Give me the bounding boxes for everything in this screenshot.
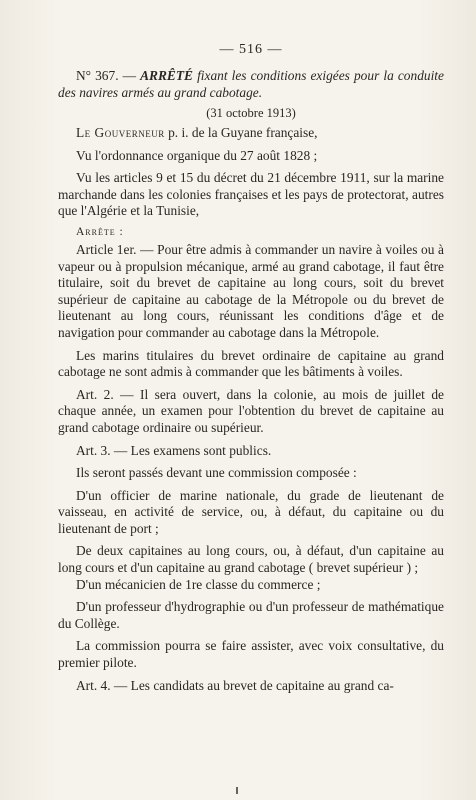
article-4: Art. 4. — Les candidats au brevet de capitaine au grand ca- xyxy=(76,677,394,693)
vu-articles: Vu les articles 9 et 15 du décret du 21 décembre 1911, sur la marine marchande dans les colonies françaises et les pays de protectorat, autres que l'Algérie et la Tunisie, xyxy=(58,170,444,219)
gouverneur-label: Le Gouverneur xyxy=(76,125,165,140)
arrete-label: Arrête : xyxy=(76,225,124,238)
article-3: Art. 3. — Les examens sont publics. xyxy=(76,442,272,458)
commission-pilot-clause: La commission pourra se faire assister, avec voix consultative, du premier pilote. xyxy=(58,638,444,671)
decree-date: (31 octobre 1913) xyxy=(206,106,296,120)
gouverneur-rest: p. i. de la Guyane française, xyxy=(168,125,318,140)
vu-ordonnance: Vu l'ordonnance organique du 27 août 1828 ; xyxy=(76,147,318,163)
article-1: Article 1er. — Pour être admis à commander un navire à voiles ou à vapeur ou à propulsion mécanique, armé au grand cabotage, il faut être titulaire, soit du brevet de capitaine au long cours, soit du brevet supérieur de capitaine au cabotage de la Métropole ou du brevet de lieutenant au long cours, réunissant les conditions d'âge et de navigation pour commander au cabotage dans la Métropole. xyxy=(58,241,444,340)
article-3-composition: Ils seront passés devant une commission composée : xyxy=(76,465,357,481)
page-number: — 516 — xyxy=(219,42,283,57)
commission-member-officer: D'un officier de marine nationale, du grade de lieutenant de vaisseau, en activité de service, ou, à défaut, du capitaine ou du lieutenant de port ; xyxy=(58,487,444,536)
decree-number: N° 367. — xyxy=(76,68,137,83)
commission-member-captains: De deux capitaines au long cours, ou, à défaut, d'un capitaine au long cours et d'un capitaine au grand cabotage ( brevet supérieur ) ; xyxy=(58,543,444,576)
commission-member-mechanic: D'un mécanicien de 1re classe du commerce ; xyxy=(76,576,321,592)
scan-mark xyxy=(236,787,238,794)
article-1-paragraph-2: Les marins titulaires du brevet ordinaire de capitaine au grand cabotage ne sont admis à commander que les bâtiments à voiles. xyxy=(58,347,444,380)
decree-title xyxy=(58,67,444,101)
decree-arrete-word: ARRÊTÉ xyxy=(140,68,193,83)
gouverneur-line xyxy=(58,125,444,142)
decree-title-rest: fixant les conditions exigées pour la conduite des navires armés au grand cabotage. xyxy=(58,68,444,100)
article-2: Art. 2. — Il sera ouvert, dans la colonie, au mois de juillet de chaque année, un examen pour l'obtention du brevet de capitaine au grand cabotage ordinaire ou supérieur. xyxy=(58,386,444,435)
commission-member-professor: D'un professeur d'hydrographie ou d'un professeur de mathématique du Collège. xyxy=(58,599,444,631)
